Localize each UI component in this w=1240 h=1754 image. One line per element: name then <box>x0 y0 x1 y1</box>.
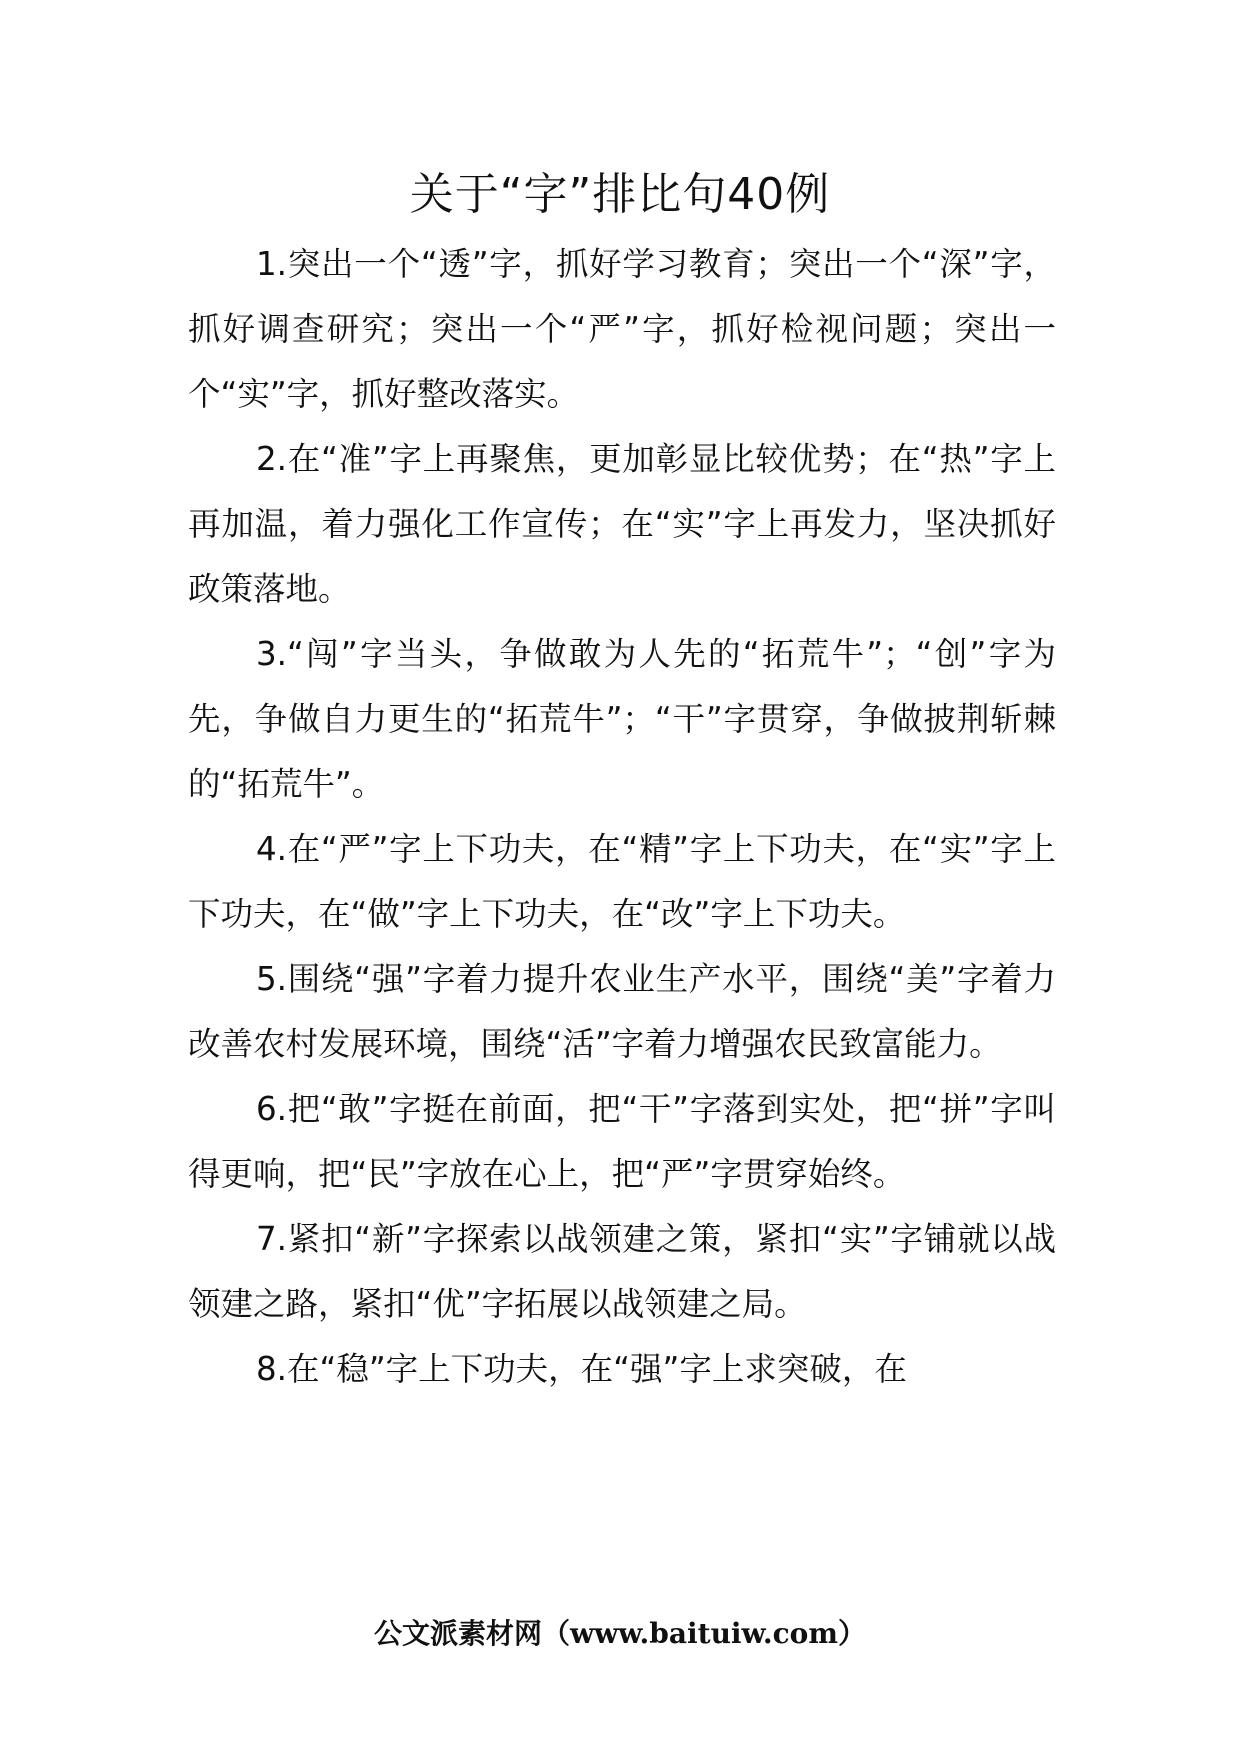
document-title: 关于“字”排比句40例 <box>409 169 831 220</box>
paragraph-4: 4.在“严”字上下功夫，在“精”字上下功夫，在“实”字上下功夫，在“做”字上下功夫，在“改”字上下功夫。 <box>188 830 1056 933</box>
paragraph-8: 8.在“稳”字上下功夫，在“强”字上求突破，在 <box>256 1350 907 1388</box>
paragraph-2: 2.在“准”字上再聚焦，更加彰显比较优势；在“热”字上再加温，着力强化工作宣传；在“实”字上再发力，坚决抓好政策落地。 <box>188 440 1056 608</box>
paragraph-1: 1.突出一个“透”字，抓好学习教育；突出一个“深”字，抓好调查研究；突出一个“严”字，抓好检视问题；突出一个“实”字，抓好整改落实。 <box>188 245 1056 413</box>
paragraph-6: 6.把“敢”字挺在前面，把“干”字落到实处，把“拼”字叫得更响，把“民”字放在心上，把“严”字贯穿始终。 <box>188 1090 1056 1193</box>
document-body <box>188 232 1056 1402</box>
paragraph-3: 3.“闯”字当头，争做敢为人先的“拓荒牛”；“创”字为先，争做自力更生的“拓荒牛”；“干”字贯穿，争做披荆斩棘的“拓荒牛”。 <box>188 635 1056 803</box>
paragraph-5: 5.围绕“强”字着力提升农业生产水平，围绕“美”字着力改善农村发展环境，围绕“活”字着力增强农民致富能力。 <box>188 960 1056 1063</box>
footer-watermark: 公文派素材网（www.baituiw.com） <box>374 1617 866 1650</box>
paragraph-7: 7.紧扣“新”字探索以战领建之策，紧扣“实”字铺就以战领建之路，紧扣“优”字拓展以战领建之局。 <box>188 1220 1056 1323</box>
